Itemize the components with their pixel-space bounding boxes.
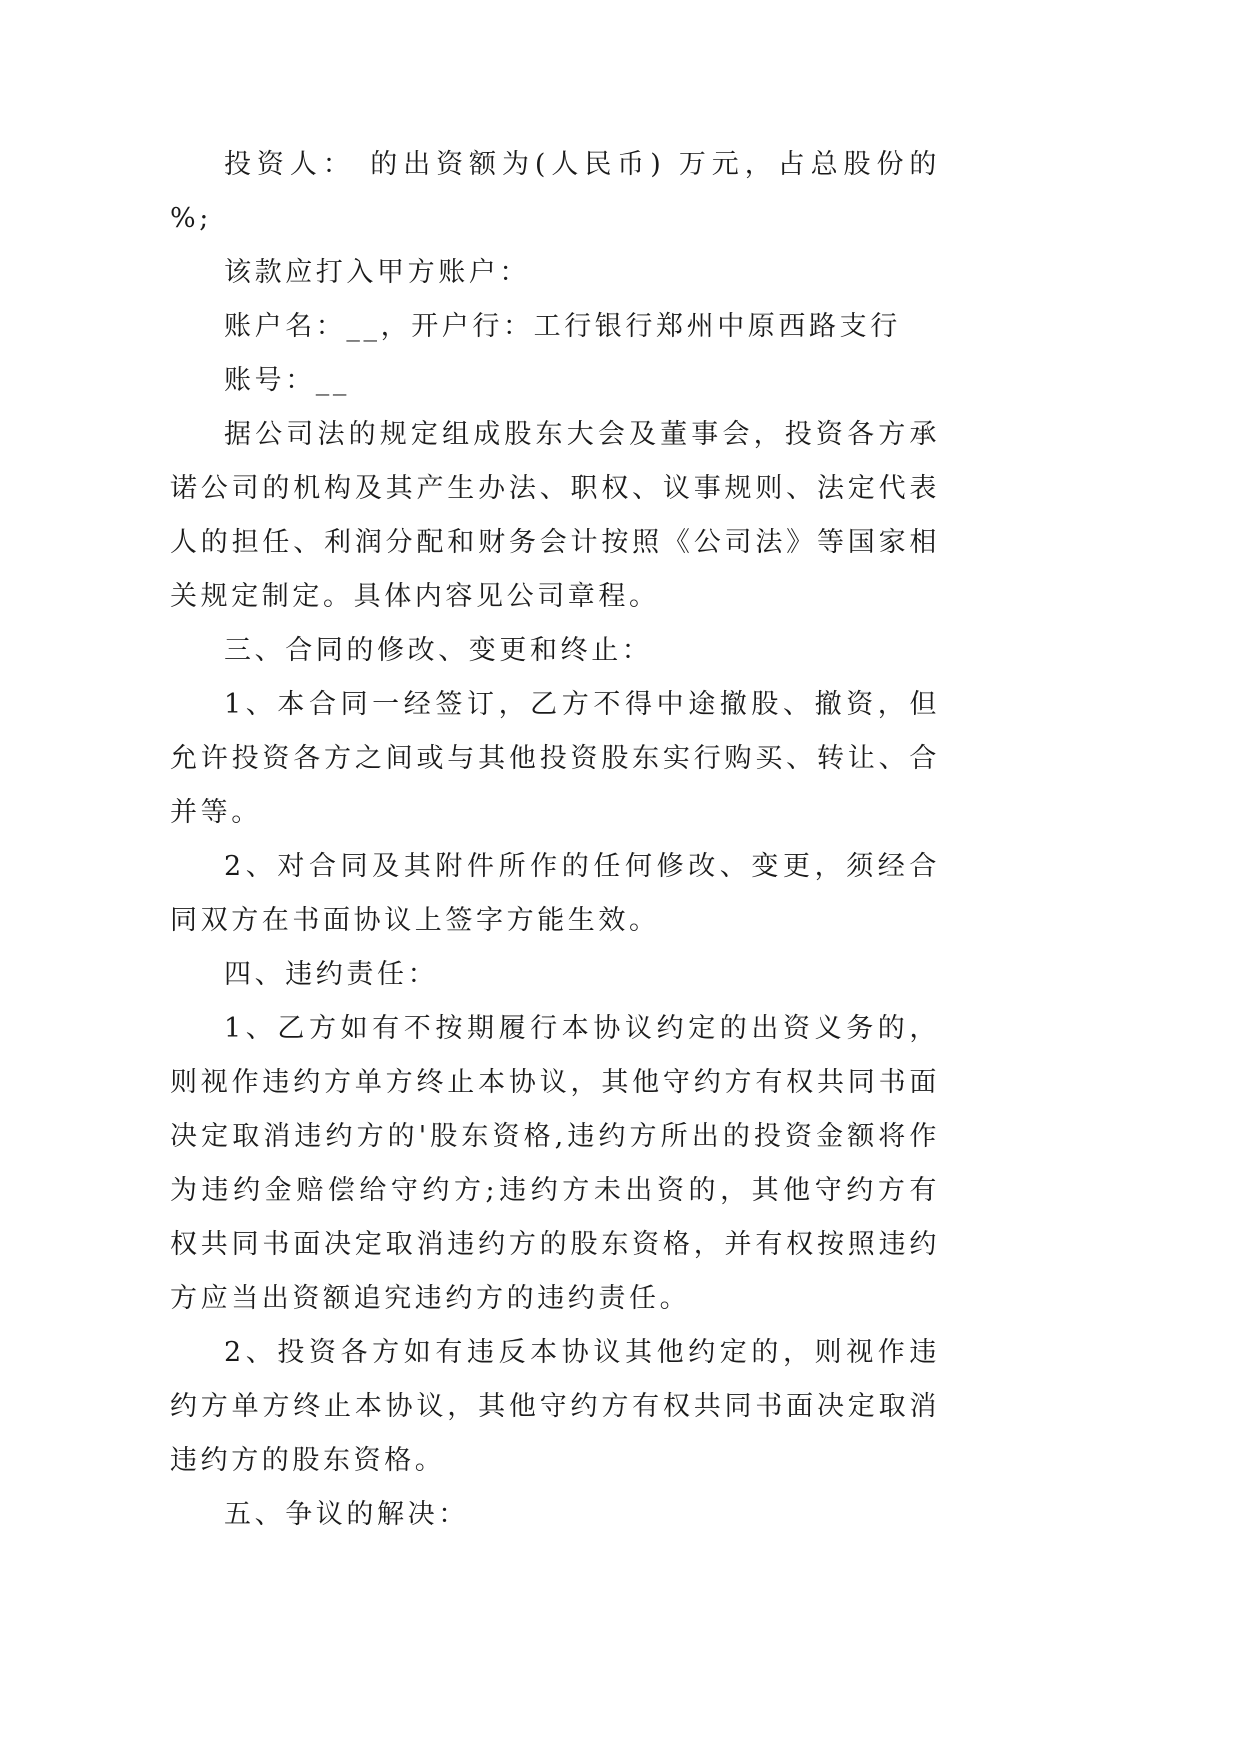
document-body bbox=[170, 138, 940, 1542]
section-heading-dispute: 五、争议的解决： bbox=[224, 1499, 469, 1530]
paragraph-company-law: 据公司法的规定组成股东大会及董事会，投资各方承诺公司的机构及其产生办法、职权、议事规则、法定代表人的担任、利润分配和财务会计按照《公司法》等国家相关规定制定。具体内容见公司章程。 bbox=[170, 419, 940, 612]
section-heading-amendment: 三、合同的修改、变更和终止： bbox=[224, 635, 653, 666]
paragraph-amendment-1: 1、本合同一经签订，乙方不得中途撤股、撤资，但允许投资各方之间或与其他投资股东实行购买、转让、合并等。 bbox=[170, 689, 940, 828]
paragraph-account-name: 账户名：__，开户行：工行银行郑州中原西路支行 bbox=[224, 311, 901, 342]
paragraph-payment-account: 该款应打入甲方账户： bbox=[224, 257, 530, 288]
paragraph-breach-2: 2、投资各方如有违反本协议其他约定的，则视作违约方单方终止本协议，其他守约方有权共同书面决定取消违约方的股东资格。 bbox=[170, 1337, 940, 1476]
paragraph-account-number: 账号：__ bbox=[224, 365, 350, 396]
paragraph-amendment-2: 2、对合同及其附件所作的任何修改、变更，须经合同双方在书面协议上签字方能生效。 bbox=[170, 851, 940, 936]
section-heading-breach: 四、违约责任： bbox=[224, 959, 439, 990]
paragraph-investor-amount: 投资人： 的出资额为(人民币) 万元，占总股份的 %; bbox=[170, 149, 940, 234]
paragraph-breach-1: 1、乙方如有不按期履行本协议约定的出资义务的，则视作违约方单方终止本协议，其他守约方有权共同书面决定取消违约方的'股东资格,违约方所出的投资金额将作为违约金赔偿给守约方;违约方未出资的，其他守约方有权共同书面决定取消违约方的股东资格，并有权按照违约方应当出资额追究违约方的违约责任。 bbox=[170, 1013, 940, 1314]
